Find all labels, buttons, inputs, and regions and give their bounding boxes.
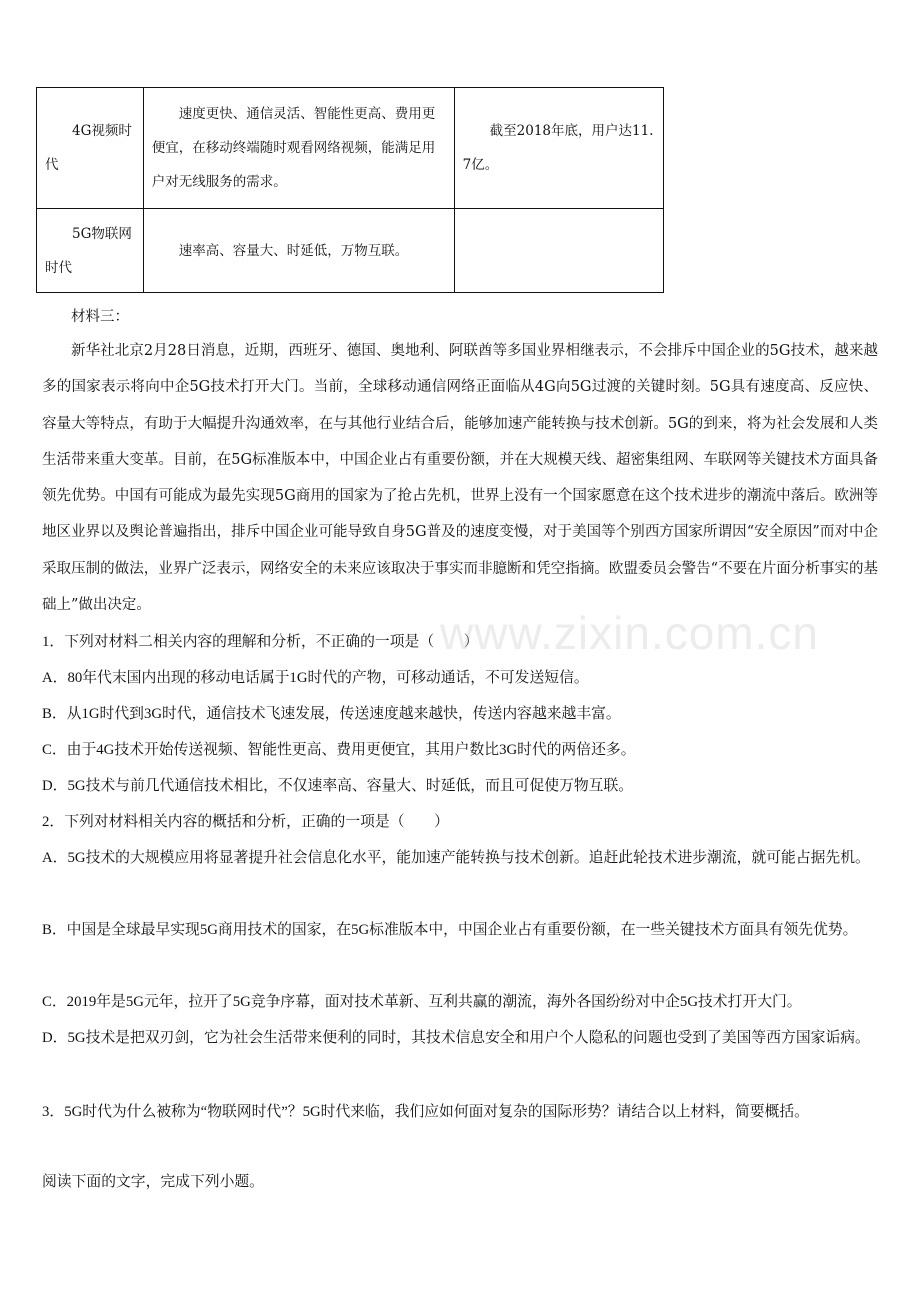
question-1-option-a: A．80年代末国内出现的移动电话属于1G时代的产物，可移动通话，不可发送短信。 [42,670,589,686]
table-cell-era [37,88,144,209]
features-text: 速度更快、通信灵活、智能性更高、费用更便宜，在移动终端随时观看网络视频，能满足用户对无线服务的需求。 [151,106,436,190]
era-text: 4G视频时代 [45,123,132,173]
material3-text: 新华社北京2月28日消息，近期，西班牙、德国、奥地利、阿联酋等多国业界相继表示，不会排斥中国企业的5G技术，越来越多的国家表示将向中企5G技术打开大门。当前，全球移动通信网络正面临从4G向5G过渡的关键时刻。5G具有速度高、反应快、容量大等特点，有助于大幅提升沟通效率，在与其他行业结合后，能够加速产能转换与技术创新。5G的到来，将为社会发展和人类生活带来重大变革。目前，在5G标准版本中，中国企业占有重要份额，并在大规模天线、超密集组网、车联网等关键技术方面具备领先优势。中国有可能成为最先实现5G商用的国家为了抢占先机，世界上没有一个国家愿意在这个技术进步的潮流中落后。欧洲等地区业界以及舆论普遍指出，排斥中国企业可能导致自身5G普及的速度变慢，对于美国等个别西方国家所谓因“安全原因”而对中企采取压制的做法，业界广泛表示，网络安全的未来应该取决于事实而非臆断和凭空指摘。欧盟委员会警告“不要在片面分析事实的基础上”做出决定。 [42,343,878,614]
features-text: 速率高、容量大、时延低，万物互联。 [178,242,409,259]
watermark: www.zixin.com.cn [440,607,819,659]
table-row [37,209,664,293]
era-text: 5G物联网时代 [45,225,132,276]
table-cell-era [37,209,144,293]
users-text [455,249,663,253]
question-1-stem: 1．下列对材料二相关内容的理解和分析，不正确的一项是（ ） [42,634,479,650]
question-2-option-d: D．5G技术是把双刃剑，它为社会生活带来便利的同时，其技术信息安全和用户个人隐私的问题也受到了美国等西方国家诟病。 [42,1030,870,1046]
table-cell-users [454,88,663,209]
table-cell-users [454,209,663,293]
next-reading-instruction: 阅读下面的文字，完成下列小题。 [42,1174,264,1190]
question-1-option-c: C．由于4G技术开始传送视频、智能性更高、费用更便宜，其用户数比3G时代的两倍还多。 [42,742,636,758]
question-1-option-b: B．从1G时代到3G时代，通信技术飞速发展，传送速度越来越快，传送内容越来越丰富。 [42,706,621,722]
table-cell-features [143,209,454,293]
question-2-option-a: A．5G技术的大规模应用将显著提升社会信息化水平，能加速产能转换与技术创新。追赶此轮技术进步潮流，就可能占据先机。 [42,850,870,866]
table-cell-features [143,88,454,209]
question-3-stem: 3．5G时代为什么被称为“物联网时代”？5G时代来临，我们应如何面对复杂的国际形势？请结合以上材料，简要概括。 [42,1104,809,1120]
question-1-option-d: D．5G技术与前几代通信技术相比，不仅速率高、容量大、时延低，而且可促使万物互联。 [42,778,634,794]
comparison-table [36,87,664,293]
question-2-stem: 2．下列对材料相关内容的概括和分析，正确的一项是（ ） [42,814,449,830]
question-2-option-c: C．2019年是5G元年，拉开了5G竞争序幕，面对技术革新、互利共赢的潮流，海外各国纷纷对中企5G技术打开大门。 [42,994,802,1010]
table-row [37,88,664,209]
question-2-option-b: B．中国是全球最早实现5G商用技术的国家，在5G标准版本中，中国企业占有重要份额，在一些关键技术方面具有领先优势。 [42,922,858,938]
material3-label: 材料三： [71,309,129,325]
users-text: 截至2018年底，用户达11.7亿。 [462,123,654,173]
